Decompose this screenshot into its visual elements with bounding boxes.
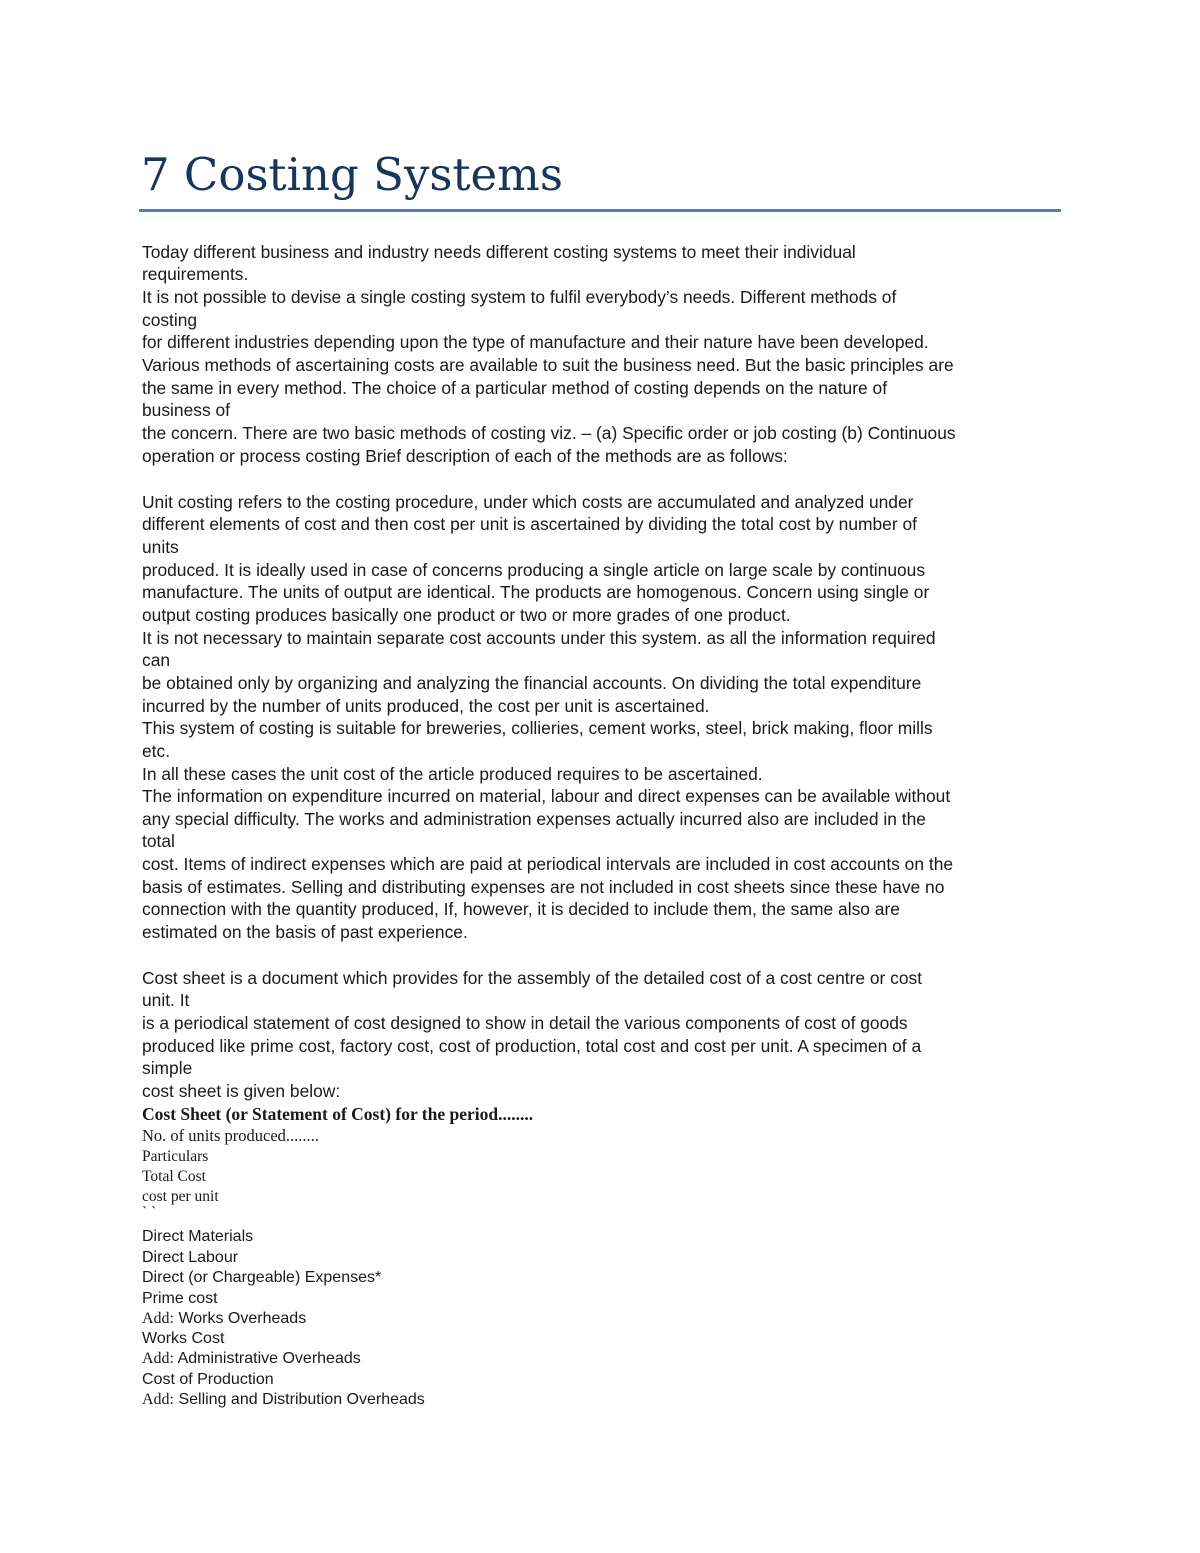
paragraph-line: the same in every method. The choice of a particular method of costing depends on the nature of — [142, 378, 888, 398]
column-header-total-cost: Total Cost — [142, 1168, 206, 1185]
paragraph-line: produced. It is ideally used in case of concerns producing a single article on large scale by continuous — [142, 560, 926, 580]
paragraph-line: It is not possible to devise a single costing system to fulfil everybody’s needs. Different methods of — [142, 287, 897, 307]
paragraph-line: In all these cases the unit cost of the article produced requires to be ascertained. — [142, 764, 763, 784]
paragraph-line: be obtained only by organizing and analyzing the financial accounts. On dividing the total expenditure — [142, 673, 922, 693]
item-label: Selling and Distribution Overheads — [174, 1391, 425, 1408]
paragraph-line: It is not necessary to maintain separate cost accounts under this system. as all the information required — [142, 628, 936, 648]
paragraph-line: is a periodical statement of cost designed to show in detail the various components of cost of goods — [142, 1013, 908, 1033]
paragraph-line: costing — [142, 310, 198, 330]
item-direct-materials: Direct Materials — [142, 1228, 254, 1245]
item-direct-expenses: Direct (or Chargeable) Expenses* — [142, 1269, 382, 1286]
item-selling-distribution-overheads — [142, 1390, 425, 1410]
add-label: Add: — [142, 1391, 174, 1408]
paragraph-line: different elements of cost and then cost per unit is ascertained by dividing the total cost by number of — [142, 514, 917, 534]
paragraph-line: for different industries depending upon the type of manufacture and their nature have been developed. — [142, 332, 929, 352]
paragraph-line: produced like prime cost, factory cost, cost of production, total cost and cost per unit. A specimen of a — [142, 1036, 922, 1056]
paragraph-line: estimated on the basis of past experience. — [142, 922, 468, 942]
paragraph-line: Various methods of ascertaining costs are available to suit the business need. But the basic principles are — [142, 355, 954, 375]
column-header-cost-per-unit: cost per unit — [142, 1188, 219, 1205]
paragraph-line: can — [142, 650, 171, 670]
item-prime-cost: Prime cost — [142, 1290, 218, 1307]
paragraph-line: business of — [142, 400, 230, 420]
paragraph-line: any special difficulty. The works and administration expenses actually incurred also are included in the — [142, 809, 926, 829]
paragraph-line: The information on expenditure incurred on material, labour and direct expenses can be available without — [142, 786, 951, 806]
paragraph-line: basis of estimates. Selling and distributing expenses are not included in cost sheets since these have no — [142, 877, 945, 897]
item-works-cost: Works Cost — [142, 1330, 225, 1347]
paragraph-line: Unit costing refers to the costing procedure, under which costs are accumulated and analyzed under — [142, 492, 914, 512]
currency-marks: ` ` — [142, 1204, 157, 1221]
paragraph-line: connection with the quantity produced, If, however, it is decided to include them, the same also are — [142, 899, 900, 919]
item-administrative-overheads — [142, 1349, 361, 1369]
units-produced-line: No. of units produced........ — [142, 1126, 319, 1145]
column-header-particulars: Particulars — [142, 1148, 209, 1165]
paragraph-line: total — [142, 831, 175, 851]
paragraph-line: simple — [142, 1058, 193, 1078]
item-label: Administrative Overheads — [174, 1350, 361, 1367]
paragraph-line: output costing produces basically one product or two or more grades of one product. — [142, 605, 791, 625]
paragraph-line: manufacture. The units of output are identical. The products are homogenous. Concern using single or — [142, 582, 930, 602]
paragraph-line: requirements. — [142, 264, 249, 284]
paragraph-line: Today different business and industry needs different costing systems to meet their individual — [142, 242, 856, 262]
paragraph-line: cost sheet is given below: — [142, 1081, 341, 1101]
add-label: Add: — [142, 1350, 174, 1367]
paragraph-line: This system of costing is suitable for breweries, collieries, cement works, steel, brick making, floor mills — [142, 718, 933, 738]
paragraph-line: etc. — [142, 741, 171, 761]
document-title: 7 Costing Systems — [141, 148, 563, 201]
paragraph-line: Cost sheet is a document which provides for the assembly of the detailed cost of a cost centre or cost — [142, 968, 923, 988]
add-label: Add: — [142, 1310, 174, 1327]
paragraph-line: the concern. There are two basic methods of costing viz. – (a) Specific order or job costing (b) Continuous — [142, 423, 956, 443]
paragraph-line: unit. It — [142, 990, 190, 1010]
title-underline — [139, 209, 1061, 212]
item-direct-labour: Direct Labour — [142, 1249, 239, 1266]
item-label: Works Overheads — [174, 1310, 307, 1327]
item-cost-of-production: Cost of Production — [142, 1371, 274, 1388]
paragraph-line: operation or process costing Brief description of each of the methods are as follows: — [142, 446, 788, 466]
item-works-overheads — [142, 1309, 306, 1329]
paragraph-line: units — [142, 537, 179, 557]
paragraph-line: cost. Items of indirect expenses which are paid at periodical intervals are included in cost accounts on the — [142, 854, 954, 874]
cost-sheet-heading: Cost Sheet (or Statement of Cost) for the period........ — [142, 1104, 534, 1124]
paragraph-line: incurred by the number of units produced, the cost per unit is ascertained. — [142, 696, 710, 716]
